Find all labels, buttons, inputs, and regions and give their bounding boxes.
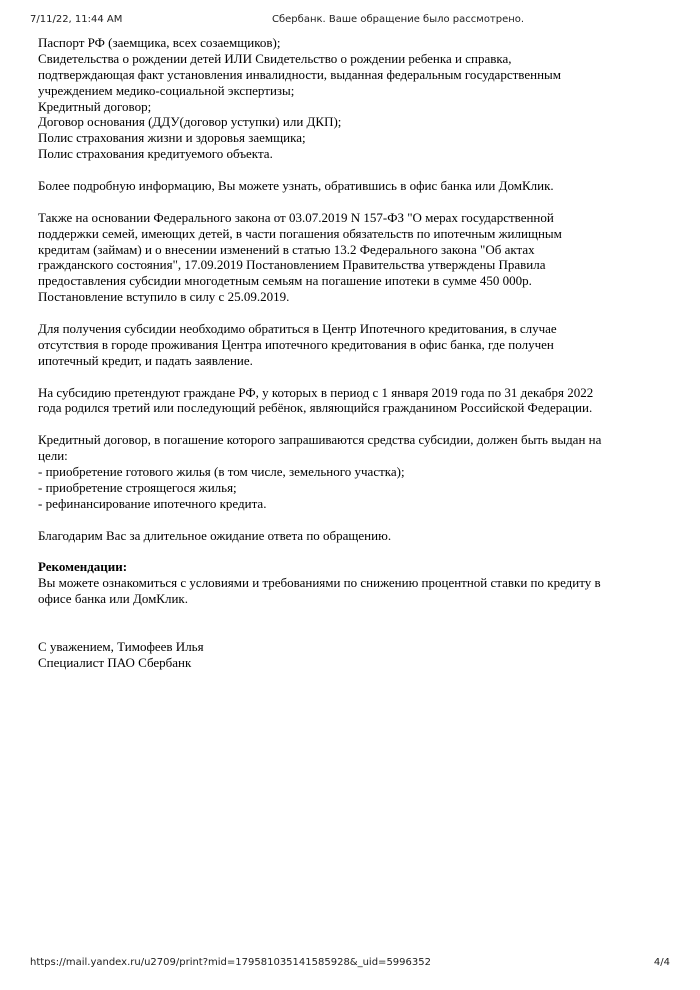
- print-footer-page-indicator: 4/4: [653, 957, 670, 968]
- text-line: отсутствия в городе проживания Центра ипотечного кредитования в офис банка, где получен: [38, 336, 554, 352]
- text-line: предоставления субсидии многодетным семьям на погашение ипотеки в сумме 450 000р.: [38, 273, 532, 289]
- text-line: кредитам (займам) и о внесении изменений в статью 13.2 Федерального закона "Об актах: [38, 241, 535, 257]
- text-line: - рефинансирование ипотечного кредита.: [38, 495, 267, 511]
- text-line: [38, 305, 678, 321]
- text-line: [38, 194, 678, 210]
- text-line: Свидетельства о рождении детей ИЛИ Свидетельство о рождении ребенка и справка,: [38, 50, 512, 66]
- text-line: Кредитный договор;: [38, 98, 152, 114]
- text-line: Полис страхования кредитуемого объекта.: [38, 146, 273, 162]
- text-line: Вы можете ознакомиться с условиями и требованиями по снижению процентной ставки по кредиту в: [38, 575, 601, 591]
- print-header-title: Сбербанк. Ваше обращение было рассмотрено.: [272, 14, 525, 25]
- text-line: Также на основании Федерального закона от 03.07.2019 N 157-ФЗ "О мерах государственной: [38, 209, 554, 225]
- text-line: Специалист ПАО Сбербанк: [38, 654, 192, 670]
- text-line: поддержки семей, имеющих детей, в части погашения обязательств по ипотечным жилищным: [38, 225, 562, 241]
- text-line: Для получения субсидии необходимо обратиться в Центр Ипотечного кредитования, в случае: [38, 321, 557, 337]
- text-line: ипотечный кредит, и падать заявление.: [38, 352, 253, 368]
- text-line: Договор основания (ДДУ(договор уступки) или ДКП);: [38, 114, 342, 130]
- text-line: [38, 162, 678, 178]
- text-line: [38, 544, 678, 560]
- print-header-datetime: 7/11/22, 11:44 AM: [30, 14, 123, 25]
- text-line: Паспорт РФ (заемщика, всех созаемщиков);: [38, 35, 281, 50]
- text-line: подтверждающая факт установления инвалидности, выданная федеральным государственным: [38, 66, 561, 82]
- text-line: учреждением медико-социальной экспертизы;: [38, 82, 295, 98]
- text-line: С уважением, Тимофеев Илья: [38, 638, 204, 654]
- text-line: На субсидию претендуют граждане РФ, у которых в период с 1 января 2019 года по 31 декабря 2022: [38, 384, 594, 400]
- text-line: Постановление вступило в силу с 25.09.2019.: [38, 289, 290, 305]
- email-body: [38, 35, 678, 671]
- text-line: года родился третий или последующий ребёнок, являющийся гражданином Российской Федерации.: [38, 400, 593, 416]
- text-line: Более подробную информацию, Вы можете узнать, обратившись в офис банка или ДомКлик.: [38, 178, 554, 194]
- text-line: Благодарим Вас за длительное ожидание ответа по обращению.: [38, 527, 392, 543]
- text-line: цели:: [38, 448, 68, 464]
- text-line: [38, 512, 678, 528]
- print-footer-url: https://mail.yandex.ru/u2709/print?mid=179581035141585928&_uid=5996352: [30, 957, 431, 968]
- text-line: - приобретение строящегося жилья;: [38, 479, 237, 495]
- text-line: [38, 607, 678, 623]
- text-line: [38, 623, 678, 639]
- text-line: - приобретение готового жилья (в том числе, земельного участка);: [38, 464, 405, 480]
- text-line: [38, 369, 678, 385]
- text-line: Рекомендации:: [38, 559, 128, 575]
- text-line: Полис страхования жизни и здоровья заемщика;: [38, 130, 306, 146]
- text-line: офисе банка или ДомКлик.: [38, 591, 188, 607]
- text-line: Кредитный договор, в погашение которого запрашиваются средства субсидии, должен быть выдан на: [38, 432, 602, 448]
- text-line: [38, 416, 678, 432]
- text-line: гражданского состояния", 17.09.2019 Постановлением Правительства утверждены Правила: [38, 257, 546, 273]
